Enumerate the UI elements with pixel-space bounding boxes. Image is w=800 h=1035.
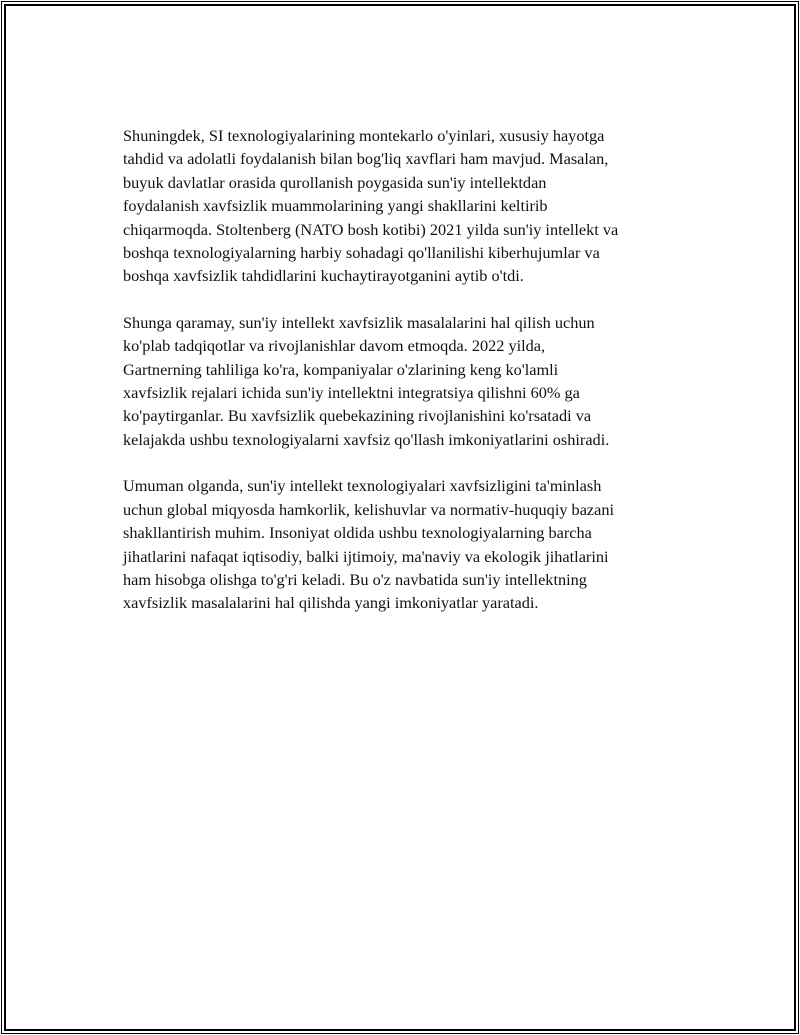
paragraph-3 [123, 474, 691, 614]
text-line: boshqa xavfsizlik tahdidlarini kuchaytirayotganini aytib o'tdi. [123, 266, 524, 286]
page-frame [4, 4, 796, 1031]
text-line: kelajakda ushbu texnologiyalarni xavfsiz qo'llash imkoniyatlarini oshiradi. [123, 429, 610, 449]
paragraph-2 [123, 311, 691, 451]
text-line: Gartnerning tahliliga ko'ra, kompaniyalar o'zlarining keng ko'lamli [123, 359, 559, 379]
text-line: boshqa texnologiyalarning harbiy sohadagi qo'llanilishi kiberhujumlar va [123, 243, 600, 263]
text-line: shakllantirish muhim. Insoniyat oldida ushbu texnologiyalarning barcha [123, 523, 592, 543]
document-body [123, 124, 691, 638]
text-line: ko'plab tadqiqotlar va rivojlanishlar davom etmoqda. 2022 yilda, [123, 336, 546, 356]
text-line: Umuman olganda, sun'iy intellekt texnologiyalari xavfsizligini ta'minlash [123, 476, 602, 496]
text-line: uchun global miqyosda hamkorlik, kelishuvlar va normativ-huquqiy bazani [123, 499, 615, 519]
text-line: Shuningdek, SI texnologiyalarining montekarlo o'yinlari, xususiy hayotga [123, 126, 605, 145]
text-line: ham hisobga olishga to'g'ri keladi. Bu o'z navbatida sun'iy intellektning [123, 569, 587, 589]
text-line: chiqarmoqda. Stoltenberg (NATO bosh kotibi) 2021 yilda sun'iy intellekt va [123, 219, 619, 239]
text-line: xavfsizlik masalalarini hal qilishda yangi imkoniyatlar yaratadi. [123, 593, 539, 613]
text-line: tahdid va adolatli foydalanish bilan bog'liq xavflari ham mavjud. Masalan, [123, 149, 609, 169]
text-line: ko'paytirganlar. Bu xavfsizlik quebekazining rivojlanishini ko'rsatadi va [123, 406, 592, 426]
paragraph-1 [123, 124, 691, 288]
text-line: xavfsizlik rejalari ichida sun'iy intellektni integratsiya qilishni 60% ga [123, 383, 580, 403]
text-line: Shunga qaramay, sun'iy intellekt xavfsizlik masalalarini hal qilish uchun [123, 312, 595, 332]
text-line: jihatlarini nafaqat iqtisodiy, balki ijtimoiy, ma'naviy va ekologik jihatlarini [123, 546, 609, 566]
text-line: foydalanish xavfsizlik muammolarining yangi shakllarini keltirib [123, 196, 548, 216]
text-line: buyuk davlatlar orasida qurollanish poygasida sun'iy intellektdan [123, 172, 547, 192]
